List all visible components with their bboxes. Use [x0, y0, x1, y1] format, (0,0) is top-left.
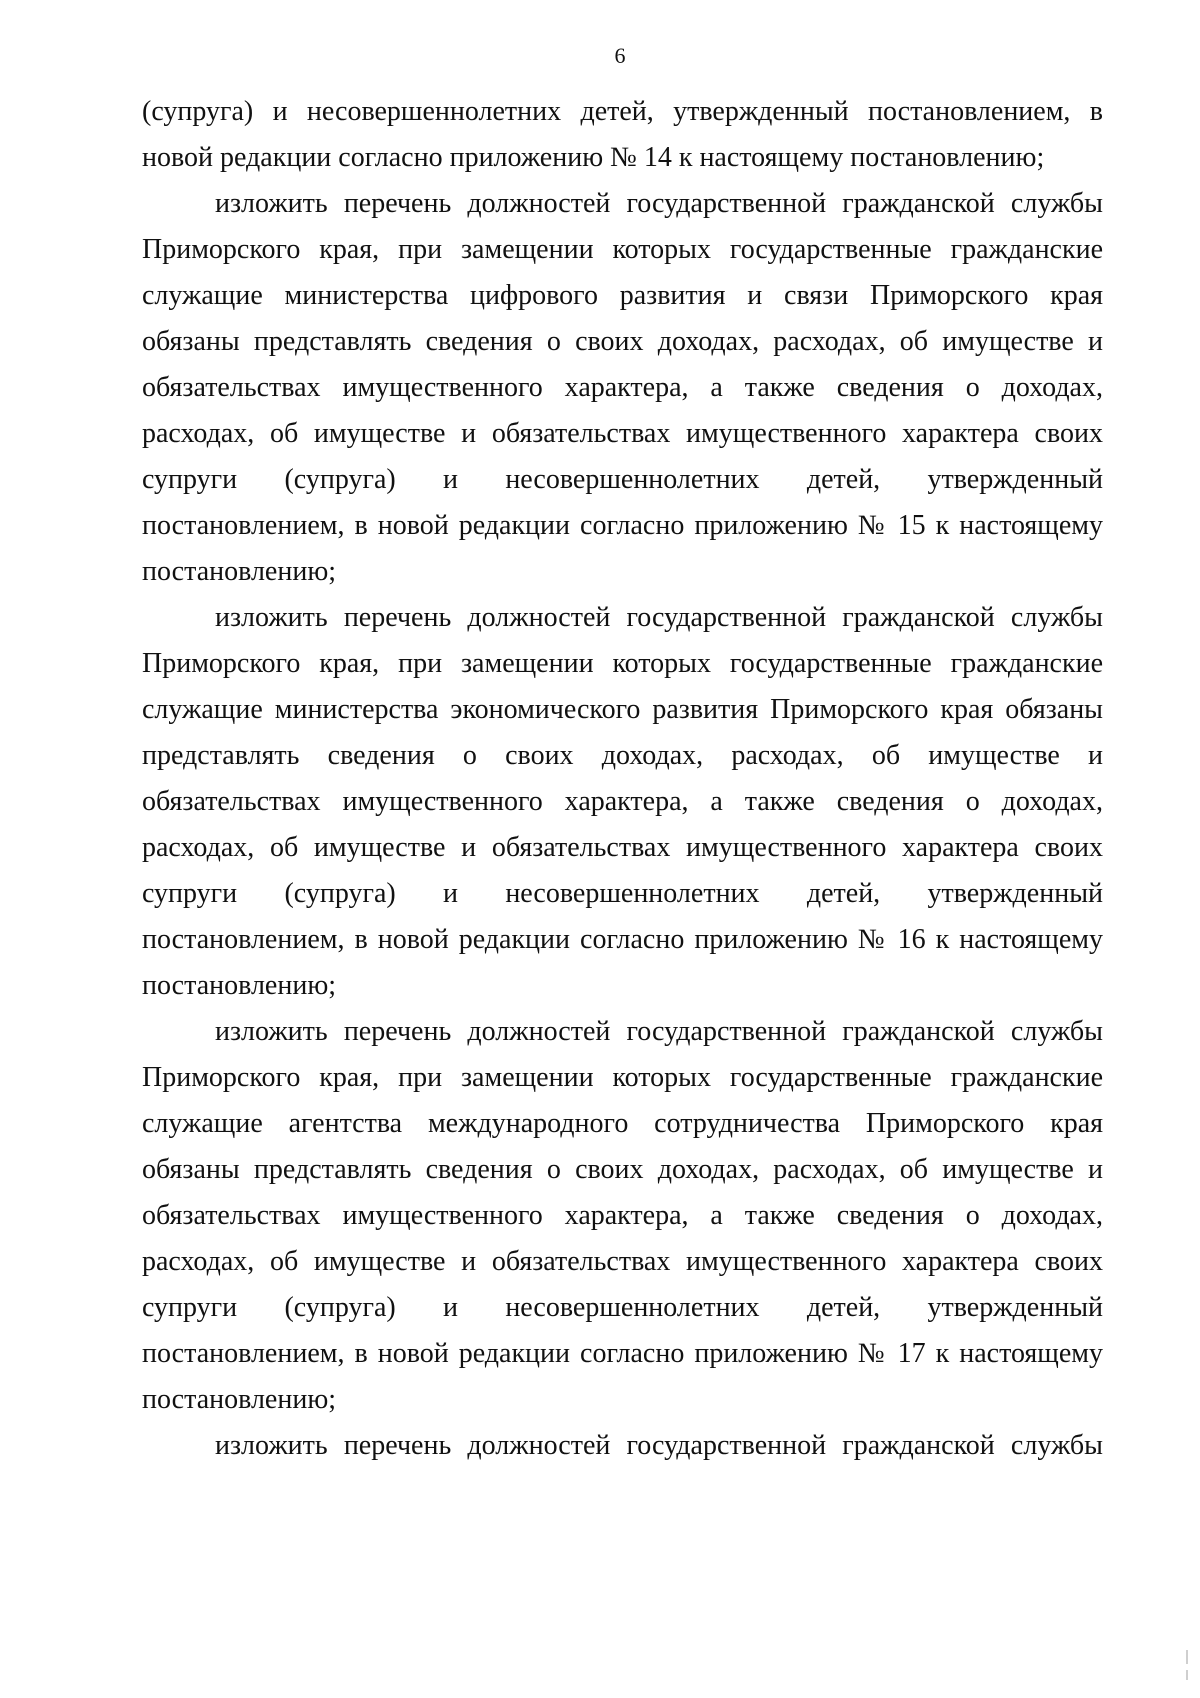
text-line: изложить перечень должностей государственной гражданской службы — [215, 188, 1103, 219]
paragraph-1 — [142, 89, 1103, 181]
document-body — [142, 89, 1103, 1469]
text-line: супруги (супруга) и несовершеннолетних детей, утвержденный — [142, 1292, 1103, 1323]
text-line: постановлением, в новой редакции согласно приложению № 17 к настоящему — [142, 1338, 1103, 1369]
text-line: изложить перечень должностей государственной гражданской службы — [215, 602, 1103, 633]
text-line: постановлением, в новой редакции согласно приложению № 16 к настоящему — [142, 924, 1103, 955]
text-line: расходах, об имуществе и обязательствах имущественного характера своих — [142, 1246, 1103, 1277]
text-line: расходах, об имуществе и обязательствах имущественного характера своих — [142, 832, 1103, 863]
text-line: обязаны представлять сведения о своих доходах, расходах, об имуществе и — [142, 326, 1103, 357]
text-line: постановлению; — [142, 1384, 337, 1415]
text-line: Приморского края, при замещении которых государственные гражданские — [142, 1062, 1103, 1093]
text-line: обязательствах имущественного характера, а также сведения о доходах, — [142, 1200, 1103, 1231]
text-line: изложить перечень должностей государственной гражданской службы — [215, 1016, 1103, 1047]
paragraph-2 — [142, 181, 1103, 595]
paragraph-5 — [142, 1423, 1103, 1469]
text-line: (супруга) и несовершеннолетних детей, утвержденный постановлением, в — [142, 96, 1103, 127]
text-line: обязаны представлять сведения о своих доходах, расходах, об имуществе и — [142, 1154, 1103, 1185]
text-line: служащие министерства экономического развития Приморского края обязаны — [142, 694, 1103, 725]
text-line: супруги (супруга) и несовершеннолетних детей, утвержденный — [142, 464, 1103, 495]
text-line: Приморского края, при замещении которых государственные гражданские — [142, 234, 1103, 265]
text-line: новой редакции согласно приложению № 14 к настоящему постановлению; — [142, 142, 1045, 173]
text-line: служащие агентства международного сотрудничества Приморского края — [142, 1108, 1103, 1139]
text-line: постановлению; — [142, 556, 337, 587]
text-line: расходах, об имуществе и обязательствах имущественного характера своих — [142, 418, 1103, 449]
text-line: представлять сведения о своих доходах, расходах, об имуществе и — [142, 740, 1103, 771]
page-number: 6 — [614, 43, 626, 68]
text-line: постановлением, в новой редакции согласно приложению № 15 к настоящему — [142, 510, 1103, 541]
text-line: постановлению; — [142, 970, 337, 1001]
text-line: служащие министерства цифрового развития и связи Приморского края — [142, 280, 1103, 311]
text-line: Приморского края, при замещении которых государственные гражданские — [142, 648, 1103, 679]
scan-artifact — [1186, 1670, 1188, 1680]
paragraph-3 — [142, 595, 1103, 1009]
text-line: обязательствах имущественного характера, а также сведения о доходах, — [142, 786, 1103, 817]
scan-artifact — [1186, 1650, 1188, 1664]
text-line: изложить перечень должностей государственной гражданской службы — [215, 1430, 1103, 1461]
text-line: супруги (супруга) и несовершеннолетних детей, утвержденный — [142, 878, 1103, 909]
text-line: обязательствах имущественного характера, а также сведения о доходах, — [142, 372, 1103, 403]
paragraph-4 — [142, 1009, 1103, 1423]
